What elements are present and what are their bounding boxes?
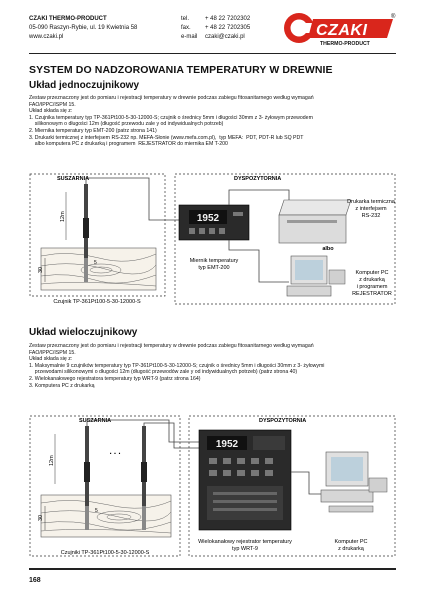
czaki-logo <box>283 11 398 47</box>
sensor-caption: Czujnik TP-361Pt100-5-30-12000-S <box>53 299 141 305</box>
logo-subtitle: THERMO-PRODUCT <box>320 41 370 47</box>
pc-caption: z drukarką <box>359 277 385 283</box>
section1-list-item: 1. Czujnika temperatury typ TP-361Pt100-5-30-12000-S; czujnik o średnicy 5mm i długości 30mm z 3- żyłowym przewodem <box>29 114 313 121</box>
sensor-caption: Czujniki TP-361Pt100-5-30-12000-S <box>60 550 150 556</box>
diagram-multi-sensor <box>29 412 397 562</box>
sensor-cable <box>144 423 199 448</box>
section2-text <box>29 343 397 389</box>
pc-caption: z drukarką <box>338 546 364 552</box>
section2-list-item: 2. Wielokanałowego rejestratora temperatury typ WRT-9 (patrz strona 164) <box>29 375 201 382</box>
pc-caption: i programem <box>356 284 388 290</box>
wood-block <box>41 495 171 537</box>
email-value[interactable]: czaki@czaki.pl <box>205 34 245 40</box>
company-website[interactable]: www.czaki.pl <box>29 34 64 40</box>
section2-list-item: przewodami silikonowymi o długości 12m (długość przewodów zale y od indywidualnych potrzeb) (patrz strona 40) <box>29 369 298 376</box>
recorder-caption: Wielokanałowy rejestrator temperatury <box>198 539 292 545</box>
section2-list-item: 1. Maksymalnie 9 czujników temperatury typ TP-361Pt100-5-30-12000-S; czujnik o średnicy 5mm i długości 30mm z 3- żyłowymi <box>29 362 325 369</box>
fax-value: + 48 22 7202305 <box>205 25 251 31</box>
tel-value: + 48 22 7202302 <box>205 16 251 22</box>
page-number: 168 <box>29 577 41 584</box>
tel-label: tel. <box>181 16 190 22</box>
printer-caption: RS-232 <box>361 213 381 219</box>
page-title: SYSTEM DO NADZOROWANIA TEMPERATURY W DREWNIE <box>29 64 333 76</box>
section2-heading: Układ wieloczujnikowy <box>29 327 138 338</box>
email-label: e-mail <box>181 34 198 40</box>
logo-text: CZAKI <box>316 22 368 39</box>
cable-length-label: 12m <box>49 455 55 466</box>
section1-list-item: silikonowym o długości 12m (długość przewodu zale y od indywidualnych potrzeb) <box>29 121 224 128</box>
section1-list-item: 3. Drukarki termicznej z interfejsem RS-232 np. MEFA-Słonie (www.mefa.com.pl), typ MEFA: PDT, PDT-R lub SQ PDT <box>29 134 304 141</box>
section2-intro-line: FAO/IPPC/ISPM 15. <box>29 349 76 356</box>
meter-caption: Miernik temperatury <box>189 258 239 264</box>
probe-diameter-label: 5 <box>95 508 98 514</box>
emt200-meter <box>179 205 249 240</box>
area-label-drying: SUSZARNIA <box>79 418 112 424</box>
header-rule <box>29 53 396 54</box>
section1-heading: Układ jednoczujnikowy <box>29 80 140 91</box>
pc-caption: REJESTRATOR <box>352 291 392 297</box>
printer-caption: Drukarka termiczna <box>347 199 395 205</box>
section1-intro-line: FAO/IPPC/ISPM 15. <box>29 101 76 108</box>
area-label-drying: SUSZARNIA <box>57 176 90 182</box>
wrt9-recorder <box>199 430 291 530</box>
section1-list-item: 2. Miernika temperatury typ EMT-200 (patrz strona 141) <box>29 127 157 134</box>
probe-length-label: 30 <box>38 266 44 273</box>
wood-block <box>41 248 156 290</box>
company-name: CZAKI THERMO-PRODUCT <box>29 16 107 22</box>
area-label-control: DYSPOZYTORNIA <box>259 418 307 424</box>
footer-rule <box>29 568 396 570</box>
section1-intro-line: Układ składa się z: <box>29 108 73 115</box>
section1-list-item: albo komputera PC z drukarką i programem REJESTRATOR do miernika EM T-200 <box>29 141 228 148</box>
pc-with-printer <box>287 256 345 296</box>
pc-cable <box>291 472 324 494</box>
fax-label: fax. <box>181 25 191 31</box>
probe-diameter-label: 5 <box>94 260 97 266</box>
logo-graphic <box>283 11 398 47</box>
diagram-single-sensor <box>29 170 397 315</box>
more-sensors-dots: . . . <box>109 447 121 456</box>
pc-caption: Komputer PC <box>334 539 368 545</box>
meter-caption: typ EMT-200 <box>198 265 230 271</box>
cable-length-label: 12m <box>60 211 66 222</box>
probe-length-label: 30 <box>38 514 44 521</box>
section2-list-item: 3. Komputera PC z drukarką <box>29 382 95 389</box>
logo-registered-mark: ® <box>391 14 396 20</box>
thermal-printer <box>279 200 351 243</box>
printer-cable <box>229 190 289 205</box>
recorder-display: 1952 <box>215 439 239 450</box>
pc-caption: Komputer PC <box>355 270 389 276</box>
recorder-caption: typ WRT-9 <box>232 546 258 552</box>
company-address: 05-090 Raszyn-Rybie, ul. 19 Kwietnia 58 <box>29 25 138 31</box>
area-label-control: DYSPOZYTORNIA <box>234 176 282 182</box>
meter-display: 1952 <box>196 213 220 224</box>
section2-intro-line: Zestaw przeznaczony jest do pomiaru i rejestracji temperatury w drewnie podczas zabiegu fitosanitarnego według wymagań <box>29 343 314 349</box>
or-label: albo <box>322 246 334 252</box>
printer-caption: z interfejsem <box>355 206 387 212</box>
section1-text <box>29 95 397 148</box>
section2-intro-line: Układ składa się z: <box>29 356 73 363</box>
pc-with-printer <box>321 452 387 512</box>
section1-intro-line: Zestaw przeznaczony jest do pomiaru i rejestracji temperatury w drewnie podczas zabiegu fitosanitarnego według wymagań <box>29 95 314 101</box>
